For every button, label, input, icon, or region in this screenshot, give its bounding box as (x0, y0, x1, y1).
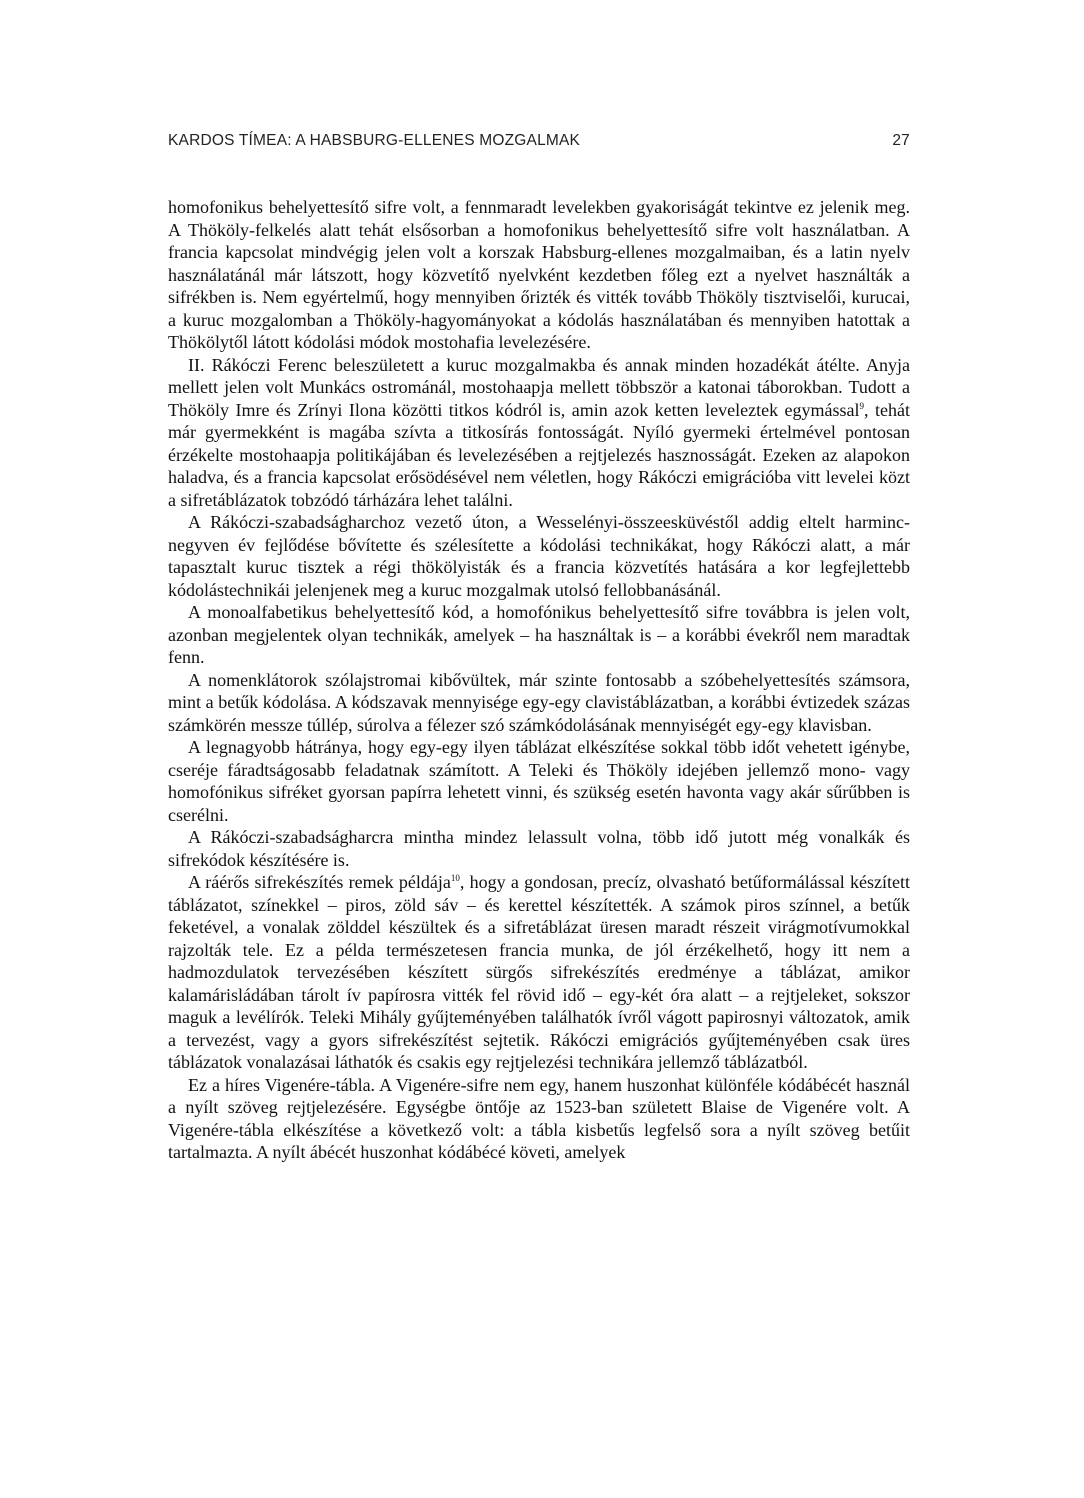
running-title: KARDOS TÍMEA: A HABSBURG-ELLENES MOZGALMAK (168, 132, 581, 149)
body-text (168, 196, 910, 1164)
paragraph-8-text-a: A ráérős sifrekészítés remek példája (188, 872, 451, 892)
running-header (168, 132, 910, 156)
paragraph-9: Ez a híres Vigenére-tábla. A Vigenére-sifre nem egy, hanem huszonhat különféle kódábécét használ a nyílt szöveg rejtjelezésére. Egységbe öntője az 1523-ban született Blaise de Vigenére volt. A Vigenére-tábla elkészítése a következő volt: a tábla kisbetűs legfelső sora a nyílt szöveg betűit tartalmazta. A nyílt ábécét huszonhat kódábécé követi, amelyek (168, 1074, 910, 1162)
paragraph-2-text-a: II. Rákóczi Ferenc beleszületett a kuruc mozgalmakba és annak minden hozadékát átélte. Anyja mellett jelen volt Munkács ostrománál, mostohaapja mellett többször a katonai táborokban. Tudott a Thököly Imre és Zrínyi Ilona közötti titkos kódról is, amin azok ketten leveleztek egymással (168, 354, 910, 420)
paragraph-3: A Rákóczi-szabadságharchoz vezető úton, a Wesselényi-összeesküvéstől addig eltelt harminc-negyven év fejlődése bővítette és szélesítette a kódolási technikákat, hogy Rákóczi alatt, a már tapasztalt kuruc tisztek a régi thökölyisták és a francia közvetítés hatására a kor legfejlettebb kódolástechnikái jelenjenek meg a kuruc mozgalmak utolsó fellobbanásánál. (168, 512, 910, 600)
paragraph-8-text-b: , hogy a gondosan, precíz, olvasható betűformálással készített táblázatot, színekkel – piros, zöld sáv – és kerettel készítették. A számok piros színnel, a betűk feketével, a vonalak zölddel készültek és a sifretáblázat üresen maradt részeit virágmotívumokkal rajzolták tele. Ez a példa természetesen francia munka, de jól érzékelhető, hogy itt nem a hadmozdulatok tervezésében készített sürgős sifrekészítés eredménye a táblázat, amikor kalamárisládában tárolt ív papírosra vitték fel rövid idő – egy-két óra alatt – a rejtjeleket, sokszor maguk a levélírók. Teleki Mihály gyűjteményében találhatók ívről vágott papirosnyi változatok, amik a tervezést, vagy a gyors sifrekészítést sejtetik. Rákóczi emigrációs gyűjteményében csak üres táblázatok vonalazásai láthatók és csakis egy rejtjelezési technikára jellemző táblázatból. (168, 872, 910, 1072)
page-number: 27 (892, 132, 910, 149)
paragraph-4: A monoalfabetikus behelyettesítő kód, a homofónikus behelyettesítő sifre továbbra is jelen volt, azonban megjelentek olyan technikák, amelyek – ha használtak is – a korábbi évekről nem maradtak fenn. (168, 602, 910, 667)
paragraph-6: A legnagyobb hátránya, hogy egy-egy ilyen táblázat elkészítése sokkal több időt vehetett igénybe, cseréje fáradtságosabb feladatnak számított. A Teleki és Thököly idejében jellemző mono- vagy homofónikus sifréket gyorsan papírra lehetett vinni, és szükség esetén havonta vagy akár sűrűbben is cserélni. (168, 737, 910, 825)
paragraph-8 (168, 871, 910, 1074)
paragraph-5: A nomenklátorok szólajstromai kibővültek, már szinte fontosabb a szóbehelyettesítés számsora, mint a betűk kódolása. A kódszavak mennyisége egy-egy clavistáblázatban, a korábbi évtizedek százas számkörén messze túllép, súrolva a félezer szó számkódolásának mennyiségét egy-egy klavisban. (168, 669, 910, 735)
paragraph-7: A Rákóczi-szabadságharcra mintha mindez lelassult volna, több idő jutott még vonalkák és sifrekódok készítésére is. (168, 827, 910, 870)
footnote-ref-10[interactable]: 10 (450, 873, 460, 883)
paragraph-1: homofonikus behelyettesítő sifre volt, a fennmaradt levelekben gyakoriságát tekintve ez jelenik meg. A Thököly-felkelés alatt tehát elsősorban a homofonikus behelyettesítő sifre volt használatban. A francia kapcsolat mindvégig jelen volt a korszak Habsburg-ellenes mozgalmaiban, és a latin nyelv használatánál már látszott, hogy közvetítő nyelvként kezdetben főleg ezt a nyelvet használták a sifrékben is. Nem egyértelmű, hogy mennyiben őrizték és vitték tovább Thököly tisztviselői, kurucai, a kuruc mozgalomban a Thököly-hagyományokat a kódolás használatában és mennyiben hatottak a Thökölytől látott kódolási módok mostohafia levelezésére. (168, 197, 910, 352)
paragraph-2 (168, 354, 910, 512)
footnote-ref-9[interactable]: 9 (859, 400, 865, 411)
paragraph-2-text-b: , tehát már gyermekként is magába szívta a titkosírás fontosságát. Nyíló gyermeki értelmével pontosan érzékelte mostohaapja politikájában és levelezésében a rejtjelezés hasznosságát. Ezeken az alapokon haladva, és a francia kapcsolat erősödésével nem véletlen, hogy Rákóczi emigrációba vitt levelei közt a sifretáblázatok tobzódó tárházára lehet találni. (168, 399, 911, 510)
